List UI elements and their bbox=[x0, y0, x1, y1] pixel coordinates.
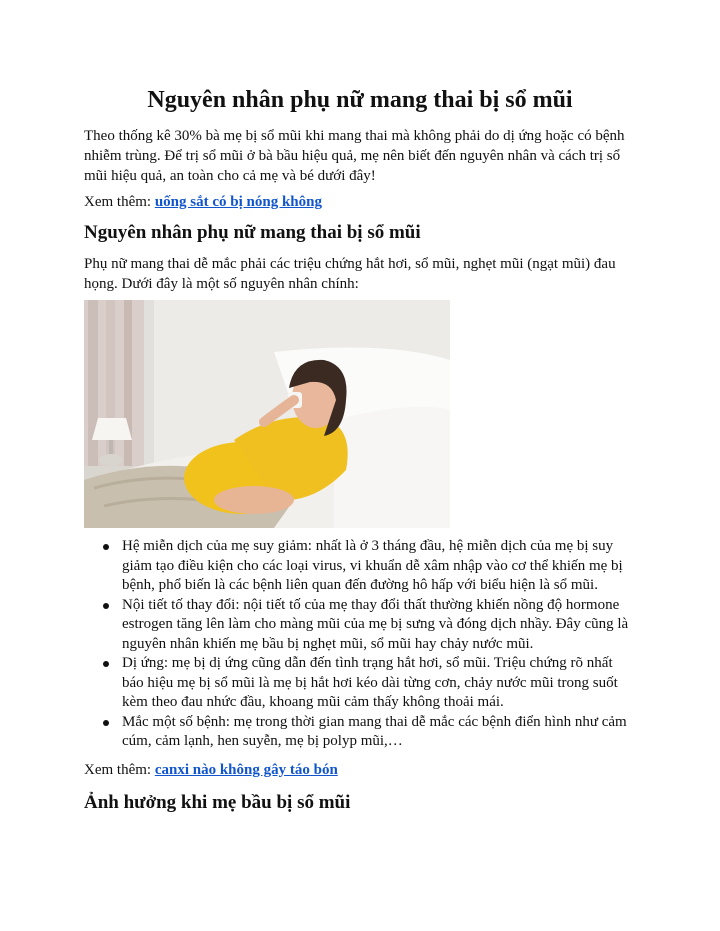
bullet-icon bbox=[103, 661, 109, 667]
pregnant-woman-photo bbox=[84, 300, 450, 528]
intro-paragraph: Theo thống kê 30% bà mẹ bị sổ mũi khi mang thai mà không phải do dị ứng hoặc có bệnh nhiễm trùng. Để trị sổ mũi ở bà bầu hiệu quả, mẹ nên biết đến nguyên nhân và cách trị sổ mũi hiệu quả, an toàn cho cả mẹ và bé dưới đây! bbox=[84, 128, 625, 184]
section-2-heading: Ảnh hưởng khi mẹ bầu bị sổ mũi bbox=[84, 792, 351, 813]
see-also-1 bbox=[84, 192, 636, 212]
bullet-icon bbox=[103, 720, 109, 726]
see-also-2-link[interactable]: canxi nào không gây táo bón bbox=[154, 762, 338, 778]
section-1-heading: Nguyên nhân phụ nữ mang thai bị sổ mũi bbox=[84, 222, 421, 243]
list-item: Mắc một số bệnh: mẹ trong thời gian mang thai dễ mắc các bệnh điển hình như cảm cúm, cảm lạnh, hen suyễn, mẹ bị polyp mũi,… bbox=[84, 713, 636, 752]
list-item: Nội tiết tố thay đổi: nội tiết tố của mẹ thay đổi thất thường khiến nồng độ hormone estrogen tăng lên làm cho màng mũi của mẹ bị sưng và đóng dịch nhầy. Đây cũng là nguyên nhân khiến mẹ bầu bị nghẹt mũi, sổ mũi hay chảy nước mũi. bbox=[84, 596, 636, 655]
bullet-icon bbox=[103, 603, 109, 609]
list-item: Dị ứng: mẹ bị dị ứng cũng dẫn đến tình trạng hắt hơi, sổ mũi. Triệu chứng rõ nhất báo hiệu mẹ bị sổ mũi là mẹ bị hắt hơi kéo dài từng cơn, chảy nước mũi trong suốt kèm theo đau nhức đầu, khoang mũi cảm thấy không thoải mái. bbox=[84, 654, 636, 713]
see-also-2 bbox=[84, 760, 636, 780]
page-title: Nguyên nhân phụ nữ mang thai bị sổ mũi bbox=[147, 87, 573, 113]
see-also-1-link[interactable]: uống sắt có bị nóng không bbox=[154, 194, 322, 210]
bullet-icon bbox=[103, 544, 109, 550]
section-1-paragraph: Phụ nữ mang thai dễ mắc phải các triệu chứng hắt hơi, sổ mũi, nghẹt mũi (ngạt mũi) đau họng. Dưới đây là một số nguyên nhân chính: bbox=[84, 256, 616, 292]
list-item: Hệ miễn dịch của mẹ suy giảm: nhất là ở 3 tháng đầu, hệ miễn dịch của mẹ bị suy giảm tạo điều kiện cho các loại virus, vi khuẩn dễ xâm nhập vào cơ thể khiến mẹ bị bệnh, phổ biến là các bệnh liên quan đến đường hô hấp với biểu hiện là sổ mũi. bbox=[84, 537, 636, 596]
see-also-2-label: Xem thêm: bbox=[84, 762, 155, 778]
see-also-1-label: Xem thêm: bbox=[84, 194, 155, 210]
causes-list bbox=[84, 537, 636, 752]
